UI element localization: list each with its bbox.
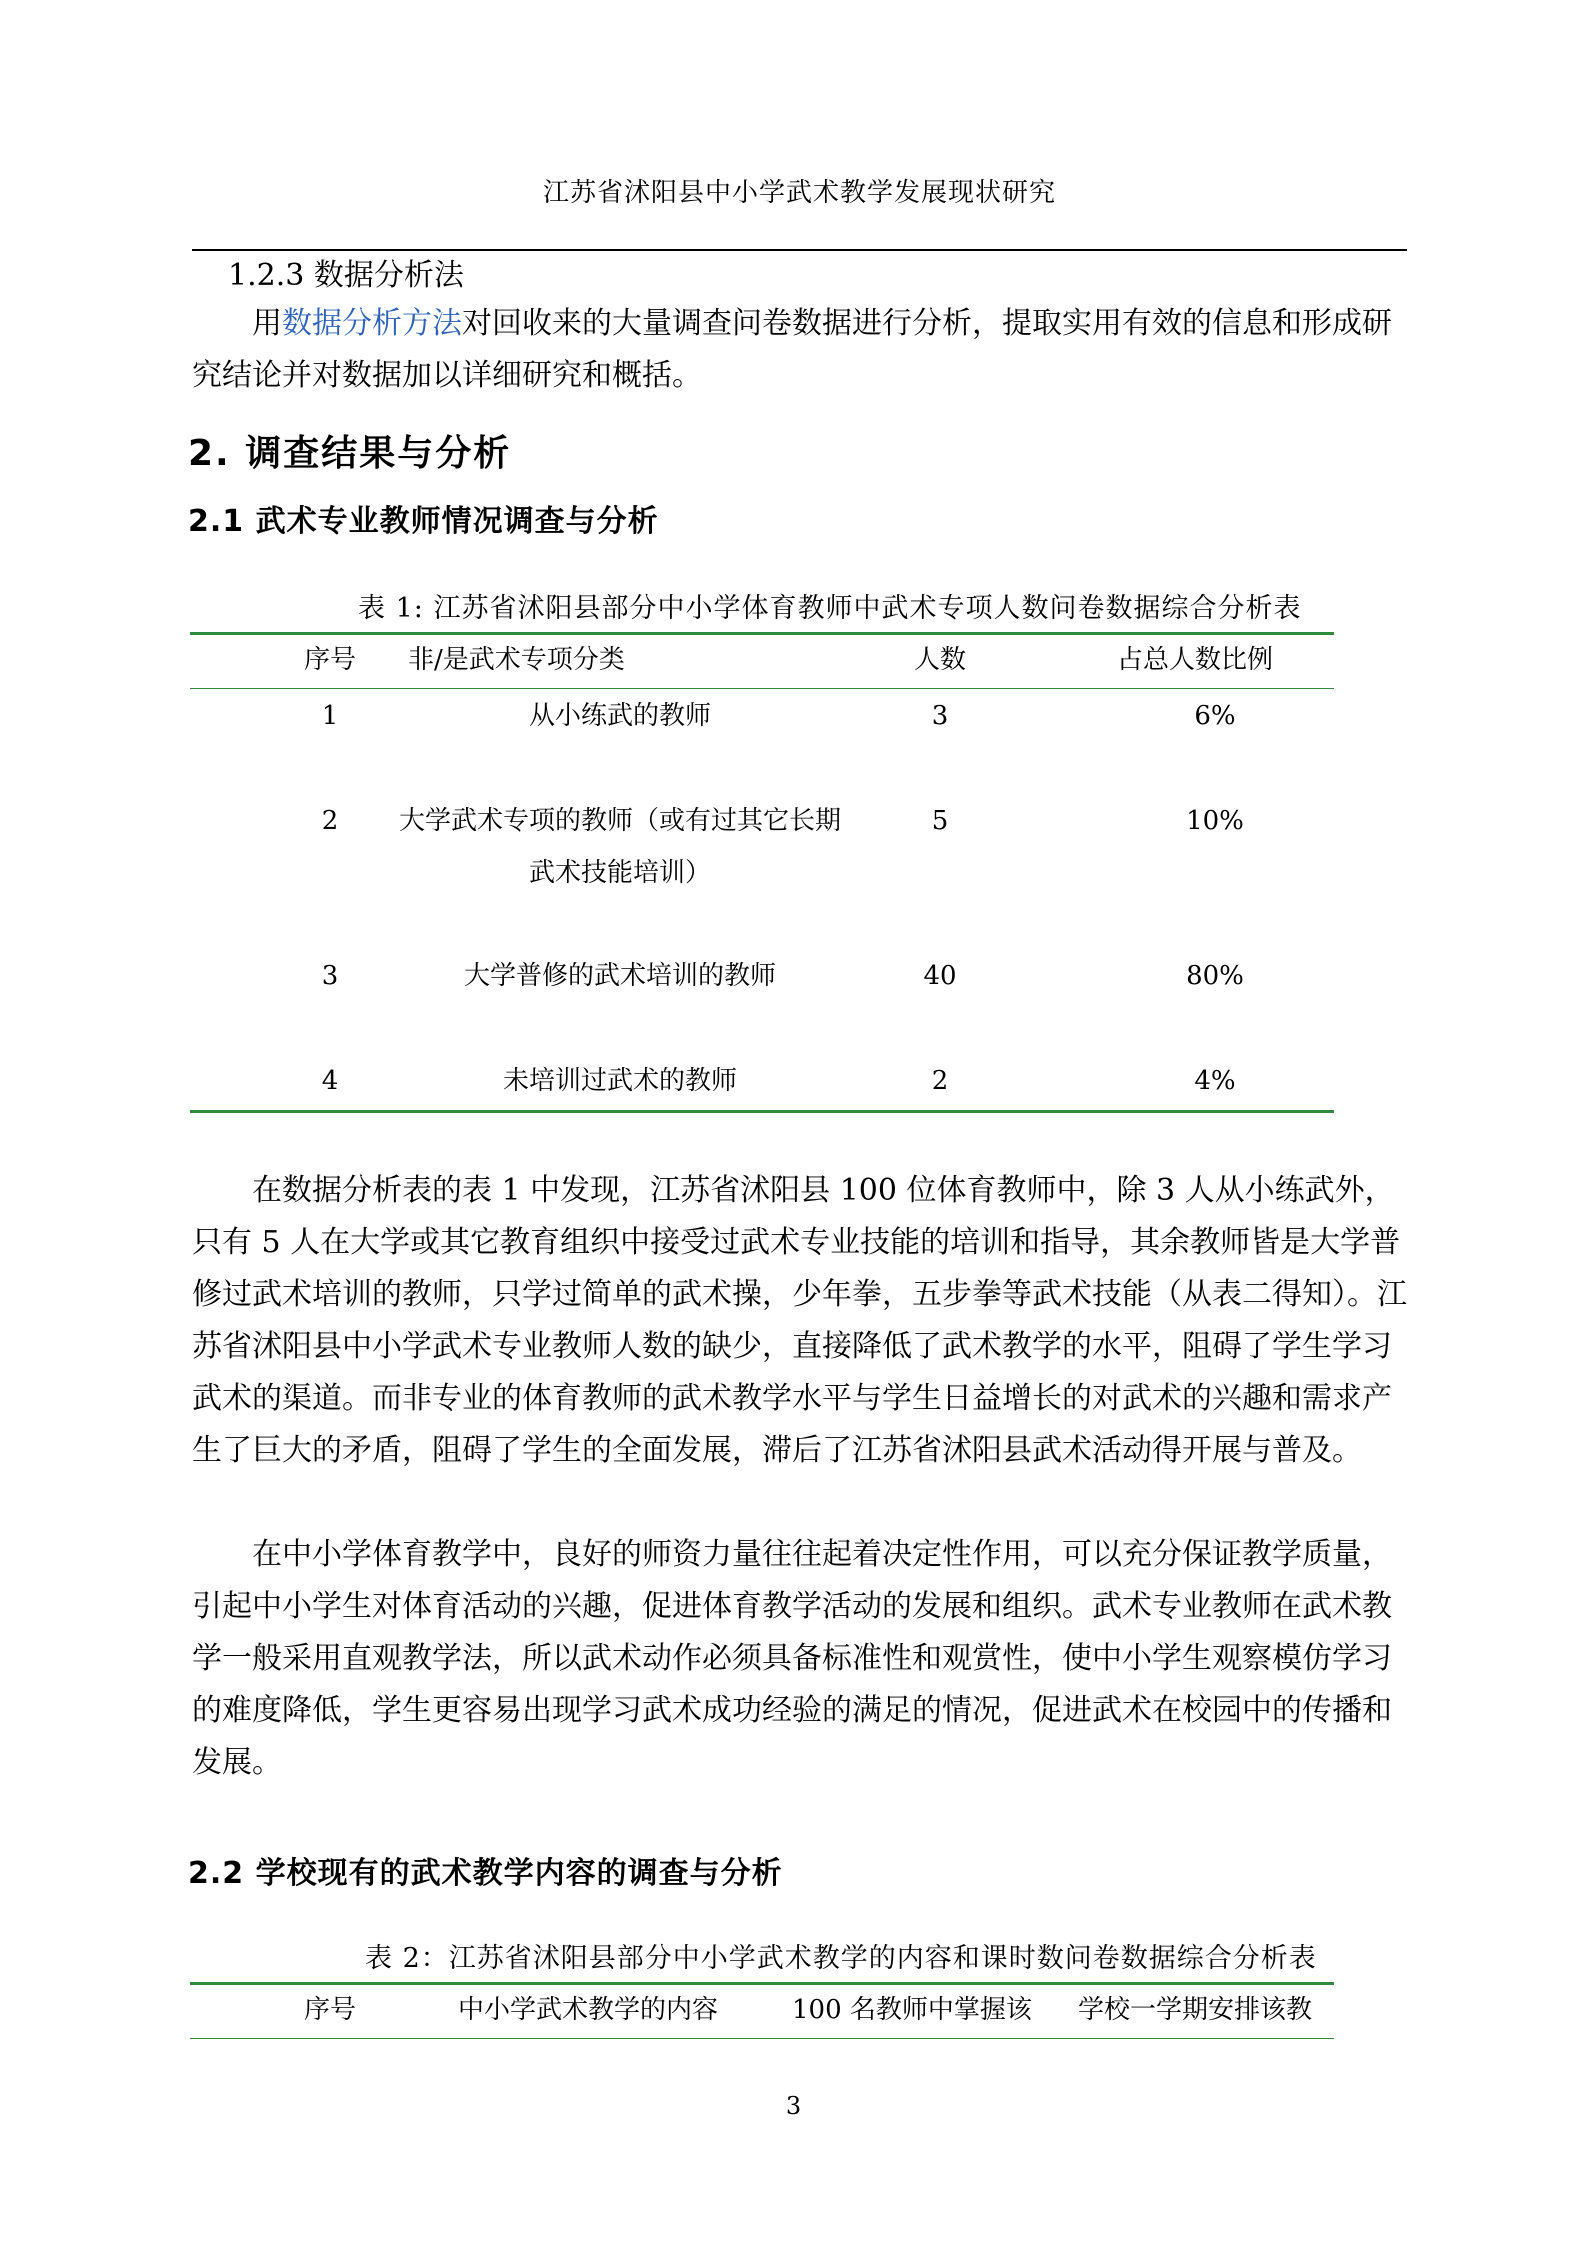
table-2-header-rule bbox=[190, 2038, 1334, 2039]
table-2-caption: 表 2：江苏省沭阳县部分中小学武术教学的内容和课时数问卷数据综合分析表 bbox=[365, 1943, 1317, 1974]
table-row-4-count: 2 bbox=[931, 1066, 949, 1096]
section-2-2-heading: 2.2 学校现有的武术教学内容的调查与分析 bbox=[188, 1856, 783, 1891]
section-1-2-3-paragraph bbox=[192, 298, 1407, 402]
para-prefix: 用 bbox=[252, 306, 282, 341]
para-rest: 对回收来的大量调查问卷数据进行分析，提取实用有效的信息和形成研究结论并对数据加以详细研究和概括。 bbox=[192, 306, 1392, 393]
table-1-caption: 表 1: 江苏省沭阳县部分中小学体育教师中武术专项人数问卷数据综合分析表 bbox=[358, 593, 1302, 624]
table-row-1-category: 从小练武的教师 bbox=[528, 701, 711, 731]
table-1-header-category: 非/是武术专项分类 bbox=[408, 645, 625, 675]
analysis-paragraph-1: 在数据分析表的表 1 中发现，江苏省沭阳县 100 位体育教师中，除 3 人从小练武外，只有 5 人在大学或其它教育组织中接受过武术专业技能的培训和指导，其余教师皆是大学普修过武术培训的教师，只学过简单的武术操，少年拳，五步拳等武术技能（从表二得知）。江苏省沭阳县中小学武术专业教师人数的缺少，直接降低了武术教学的水平，阻碍了学生学习武术的渠道。而非专业的体育教师的武术教学水平与学生日益增长的对武术的兴趣和需求产生了巨大的矛盾，阻碍了学生的全面发展，滞后了江苏省沭阳县武术活动得开展与普及。 bbox=[192, 1173, 1407, 1468]
table-1-bottom-rule bbox=[190, 1110, 1334, 1113]
table-1-header-seq: 序号 bbox=[303, 645, 356, 675]
section-2-1-heading: 2.1 武术专业教师情况调查与分析 bbox=[188, 504, 659, 539]
table-row-1-ratio: 6% bbox=[1194, 701, 1236, 731]
table-row-3-count: 40 bbox=[923, 961, 957, 991]
table-row-3-seq: 3 bbox=[321, 961, 339, 991]
analysis-paragraph-2: 在中小学体育教学中，良好的师资力量往往起着决定性作用，可以充分保证教学质量，引起中小学生对体育活动的兴趣，促进体育教学活动的发展和组织。武术专业教师在武术教学一般采用直观教学法，所以武术动作必须具备标准性和观赏性，使中小学生观察模仿学习的难度降低，学生更容易出现学习武术成功经验的满足的情况，促进武术在校园中的传播和发展。 bbox=[192, 1537, 1392, 1780]
table-1-header-ratio: 占总人数比例 bbox=[1116, 645, 1273, 675]
table-2-header-arranged: 学校一学期安排该教 bbox=[1078, 1995, 1313, 2025]
table-1-header-rule bbox=[190, 688, 1334, 689]
section-1-2-3-heading: 1.2.3 数据分析法 bbox=[228, 258, 464, 293]
table-row-2-ratio: 10% bbox=[1186, 806, 1244, 836]
table-row-2-category: 大学武术专项的教师（或有过其它长期武术技能培训） bbox=[398, 806, 841, 888]
data-analysis-method-link[interactable]: 数据分析方法 bbox=[282, 306, 462, 341]
page-number: 3 bbox=[785, 2092, 802, 2120]
table-2-header-mastered: 100 名教师中掌握该 bbox=[792, 1995, 1032, 2025]
table-2-header-content: 中小学武术教学的内容 bbox=[458, 1995, 719, 2025]
section-2-heading: 2. 调查结果与分析 bbox=[188, 433, 512, 474]
page-header-title: 江苏省沭阳县中小学武术教学发展现状研究 bbox=[542, 178, 1056, 208]
table-row-3-ratio: 80% bbox=[1186, 961, 1244, 991]
table-row-3-category: 大学普修的武术培训的教师 bbox=[463, 961, 776, 991]
table-row-2-count: 5 bbox=[931, 806, 949, 836]
table-1-header-count: 人数 bbox=[913, 645, 966, 675]
table-row-4-seq: 4 bbox=[321, 1066, 339, 1096]
table-row-1-count: 3 bbox=[931, 701, 949, 731]
table-row-4-category: 未培训过武术的教师 bbox=[502, 1066, 737, 1096]
table-row-4-ratio: 4% bbox=[1194, 1066, 1236, 1096]
table-row-2-seq: 2 bbox=[321, 806, 339, 836]
table-row-1-seq: 1 bbox=[321, 701, 339, 731]
table-2-header-seq: 序号 bbox=[303, 1995, 356, 2025]
